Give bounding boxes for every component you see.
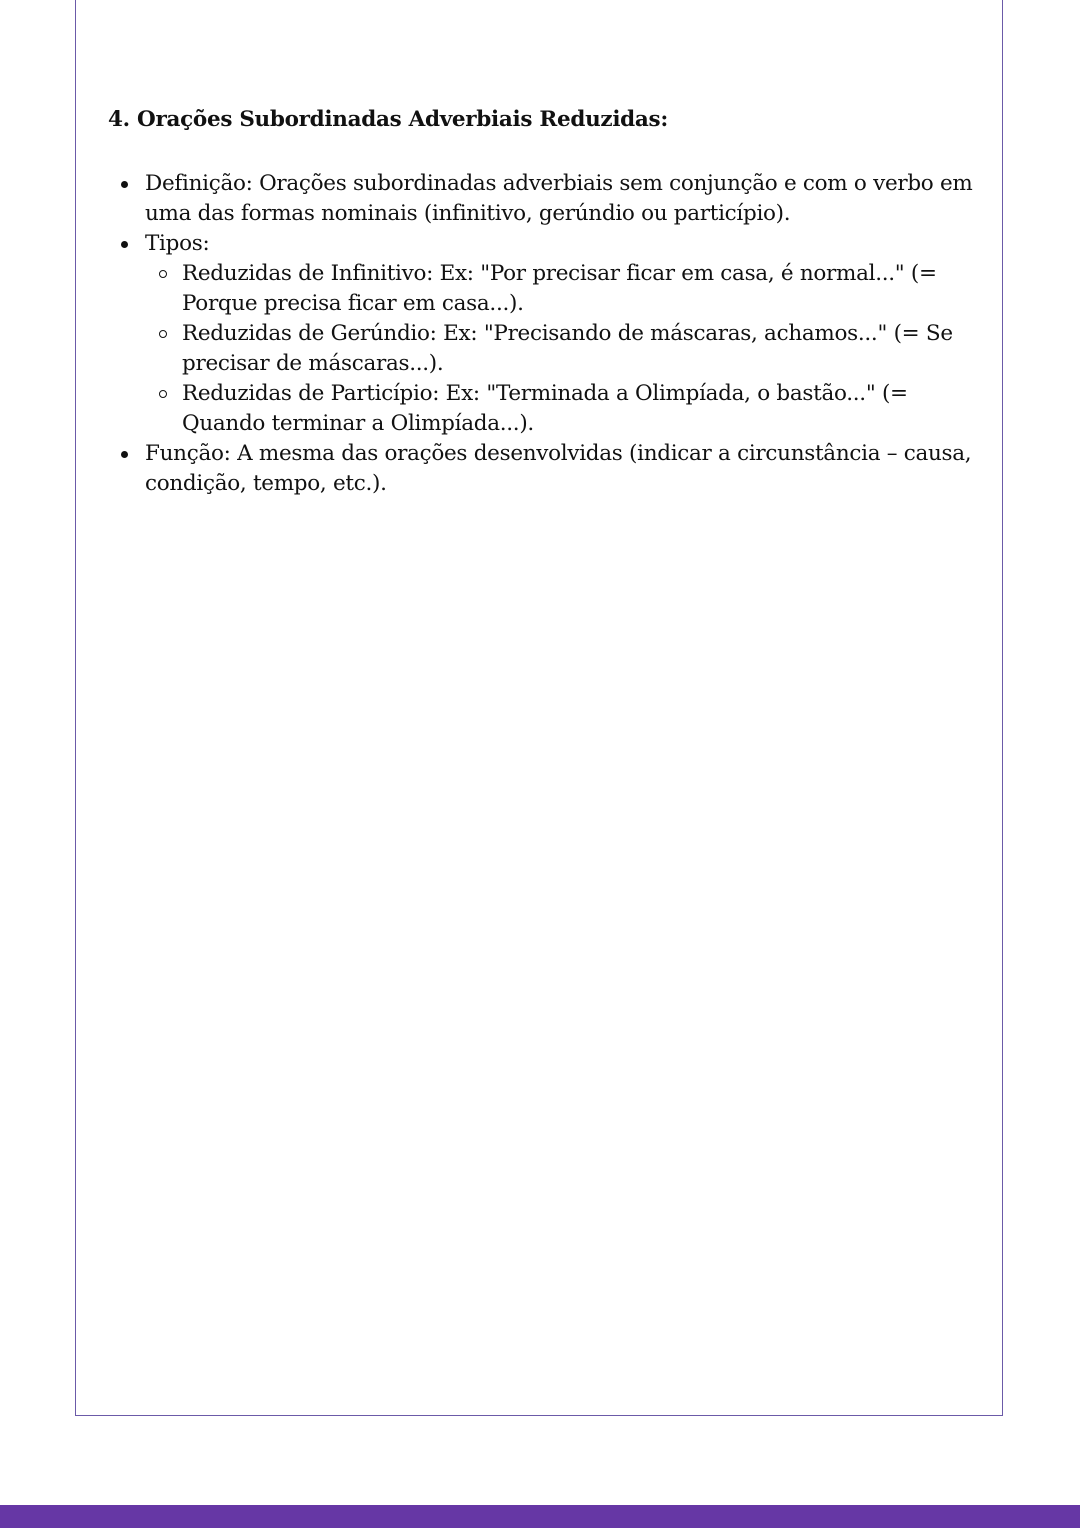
sub-list-item-infinitivo xyxy=(182,259,978,319)
sub-list-item-participio xyxy=(182,379,978,439)
section-heading: 4. Orações Subordinadas Adverbiais Reduzidas: xyxy=(108,107,668,132)
list-item-text: Função: A mesma das orações desenvolvidas (indicar a circunstância – causa, condição, tempo, etc.). xyxy=(145,441,972,496)
list-item-text: Tipos: xyxy=(145,231,210,256)
list-item-funcao xyxy=(145,439,978,499)
sub-bullet-list xyxy=(145,259,978,439)
list-item-definicao xyxy=(145,169,978,229)
sub-list-item-text: Reduzidas de Infinitivo: Ex: "Por precisar ficar em casa, é normal..." (= Porque precisa ficar em casa...). xyxy=(182,261,937,316)
bullet-list xyxy=(108,169,978,499)
list-item-text: Definição: Orações subordinadas adverbiais sem conjunção e com o verbo em uma das formas nominais (infinitivo, gerúndio ou particípio). xyxy=(145,171,973,226)
document-content xyxy=(108,104,978,499)
sub-list-item-text: Reduzidas de Particípio: Ex: "Terminada a Olimpíada, o bastão..." (= Quando terminar a Olimpíada...). xyxy=(182,381,908,436)
footer-bar xyxy=(0,1505,1080,1528)
sub-list-item-text: Reduzidas de Gerúndio: Ex: "Precisando de máscaras, achamos..." (= Se precisar de máscaras...). xyxy=(182,321,953,376)
list-item-tipos xyxy=(145,229,978,439)
sub-list-item-gerundio xyxy=(182,319,978,379)
